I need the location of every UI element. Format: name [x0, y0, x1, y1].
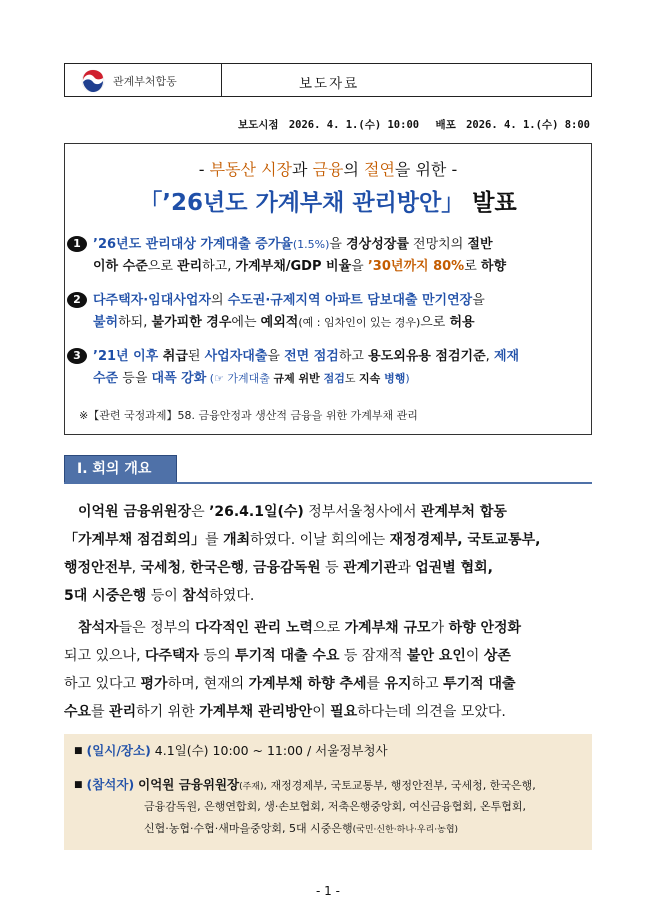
- info-datetime: ■ (일시/장소) 4.1일(수) 10:00 ~ 11:00 / 서울정부청사: [74, 743, 388, 758]
- subtitle: - 부동산 시장과 금융의 절연을 위한 -: [198, 160, 458, 179]
- release-timeline: [234, 117, 590, 132]
- agency-name: 관계부처합동: [113, 75, 177, 88]
- summary-point-1: 1 ’26년도 관리대상 가계대출 증가율(1.5%)을 경상성장률 전망치의 절반 이하 수준으로 관리하고, 가계부채/GDP 비율을 ’30년까지 80%로 하향: [67, 234, 589, 278]
- point-number-1: 1: [67, 236, 87, 252]
- info-attendees-line3: 신협·농협·수협·새마을중앙회, 5대 시중은행(국민·신한·하나·우리·농협): [144, 822, 459, 835]
- point-number-3: 3: [67, 348, 87, 364]
- dist-time: 2026. 4. 1.(수) 8:00: [466, 119, 590, 131]
- point-number-2: 2: [67, 292, 87, 308]
- info-attendees: ■ (참석자) 이억원 금융위원장(주재), 재정경제부, 국토교통부, 행정안전부, 국세청, 한국은행,: [74, 777, 536, 792]
- government-logo-icon: [81, 69, 105, 93]
- main-title: 「’26년도 가계부채 관리방안」 발표: [139, 190, 517, 216]
- logo-cell: [65, 64, 222, 96]
- page-number: - 1 -: [316, 884, 340, 898]
- section-divider: [64, 482, 592, 484]
- info-attendees-line2: 금융감독원, 은행연합회, 생·손보협회, 저축은행중앙회, 여신금융협회, 온투협회,: [144, 800, 526, 813]
- related-task-note: ※【관련 국정과제】58. 금융안정과 생산적 금융을 위한 가계부채 관리: [79, 409, 418, 422]
- bullet-square-icon: ■: [74, 780, 83, 790]
- summary-box: [64, 143, 592, 435]
- paragraph-discussion: 참석자들은 정부의 다각적인 관리 노력으로 가계부채 규모가 하향 안정화 되고 있으나, 다주택자 등의 투기적 대출 수요 등 잠재적 불안 요인이 상존 하고 있다고 평가하며, 현재의 가계부채 하향 추세를 유지하고 투기적 대출 수요를 관리하기 위한 가계부채 관리방안이 필요하다는데 의견을 모았다.: [64, 620, 522, 720]
- report-label: 보도시점: [237, 119, 279, 131]
- doc-type: 보도자료: [299, 76, 360, 92]
- header-box: [64, 63, 592, 97]
- dist-label: 배포: [435, 119, 456, 131]
- summary-point-3: 3 ’21년 이후 취급된 사업자대출을 전면 점검하고 용도외유용 점검기준, 제재 수준 등을 대폭 강화 (☞ 가계대출 규제 위반 점검도 지속 병행): [67, 346, 589, 390]
- bullet-square-icon: ■: [74, 746, 83, 756]
- section-heading: Ⅰ. 회의 개요: [64, 455, 177, 483]
- summary-point-2: 2 다주택자·임대사업자의 수도권·규제지역 아파트 담보대출 만기연장을 불허하되, 불가피한 경우에는 예외적(예 : 임차인이 있는 경우)으로 허용: [67, 290, 589, 334]
- meeting-info-box: [64, 734, 592, 850]
- report-time: 2026. 4. 1.(수) 10:00: [288, 119, 420, 131]
- paragraph-overview: 이억원 금융위원장은 ’26.4.1일(수) 정부서울청사에서 관계부처 합동 「가계부채 점검회의」를 개최하였다. 이날 회의에는 재정경제부, 국토교통부, 행정안전부, 국세청, 한국은행, 금융감독원 등 관계기관과 업권별 협회, 5대 시중은행 등이 참석하였다.: [64, 504, 541, 604]
